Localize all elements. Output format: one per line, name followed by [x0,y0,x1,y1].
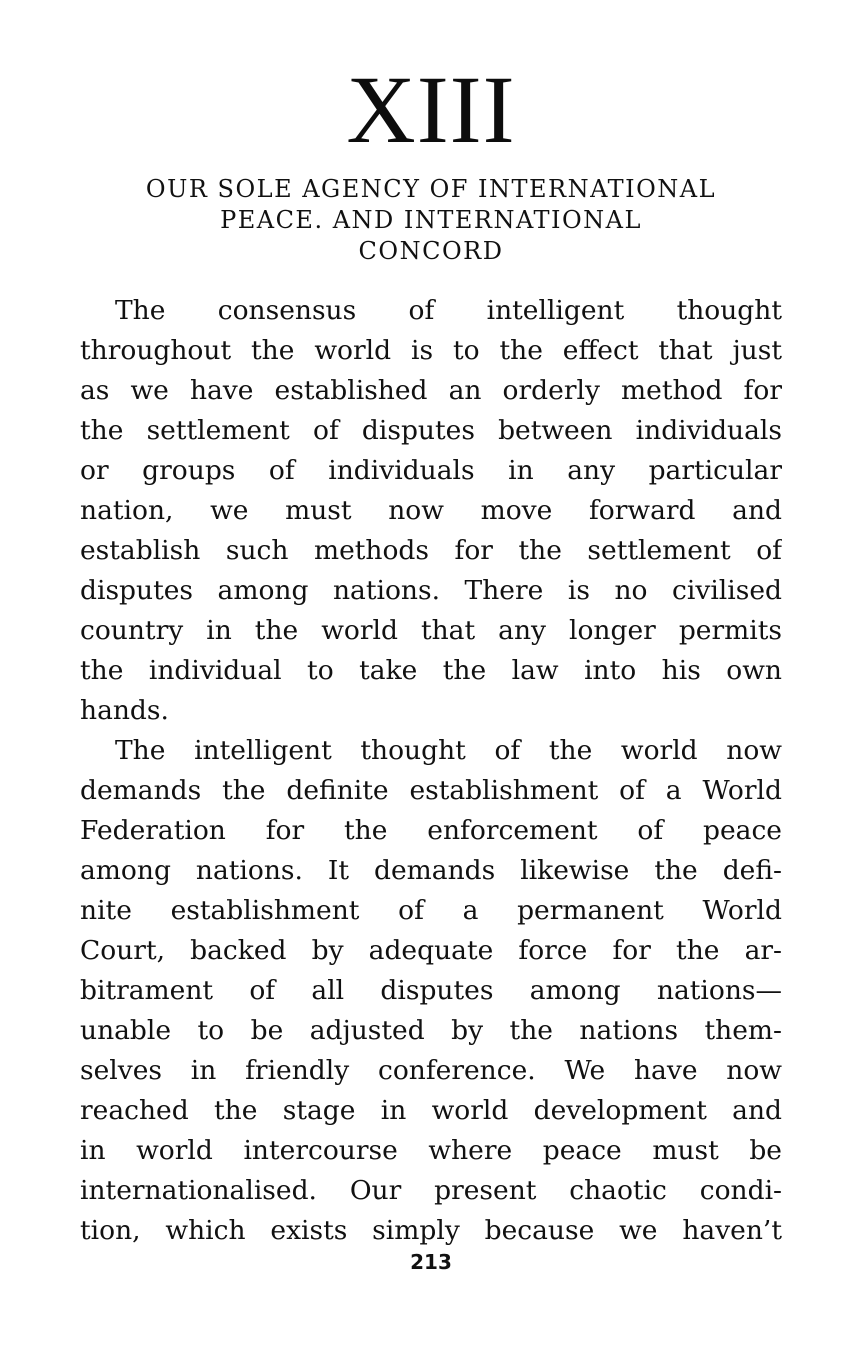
text-line: The intelligent thought of the world now [115,735,782,766]
text-line: country in the world that any longer permits [80,615,782,646]
text-line: The consensus of intelligent thought [115,295,782,326]
chapter-title-line: PEACE. AND INTERNATIONAL [220,206,642,234]
text-line: demands the definite establishment of a World [80,775,782,806]
chapter-title [80,174,782,267]
chapter-title-line: OUR SOLE AGENCY OF INTERNATIONAL [145,175,717,203]
paragraph [80,291,782,731]
text-line: internationalised. Our present chaotic condi- [80,1175,782,1206]
text-line: reached the stage in world development and [80,1095,782,1126]
text-line: or groups of individuals in any particular [80,455,782,486]
text-line: the individual to take the law into his own [80,655,782,686]
text-line: among nations. It demands likewise the defi- [80,855,782,886]
text-line: nation, we must now move forward and [80,495,782,526]
body-text [80,291,782,1251]
text-line: nite establishment of a permanent World [80,895,782,926]
text-line: in world intercourse where peace must be [80,1135,782,1166]
text-line: Court, backed by adequate force for the ar- [80,935,782,966]
text-line: tion, which exists simply because we haven’t [80,1215,782,1246]
chapter-title-line: CONCORD [358,237,504,265]
text-line: establish such methods for the settlement of [80,535,782,566]
text-line: bitrament of all disputes among nations— [80,975,782,1006]
text-line: unable to be adjusted by the nations them- [80,1015,782,1046]
page-number: 213 [410,1250,452,1274]
text-line: hands. [80,695,169,726]
paragraph [80,731,782,1251]
text-line: selves in friendly conference. We have now [80,1055,782,1086]
text-line: disputes among nations. There is no civilised [80,575,782,606]
book-page [80,0,782,1354]
chapter-number: XIII [346,56,516,163]
text-line: as we have established an orderly method for [80,375,782,406]
text-line: Federation for the enforcement of peace [80,815,782,846]
text-line: the settlement of disputes between individuals [80,415,782,446]
text-line: throughout the world is to the effect that just [80,335,782,366]
